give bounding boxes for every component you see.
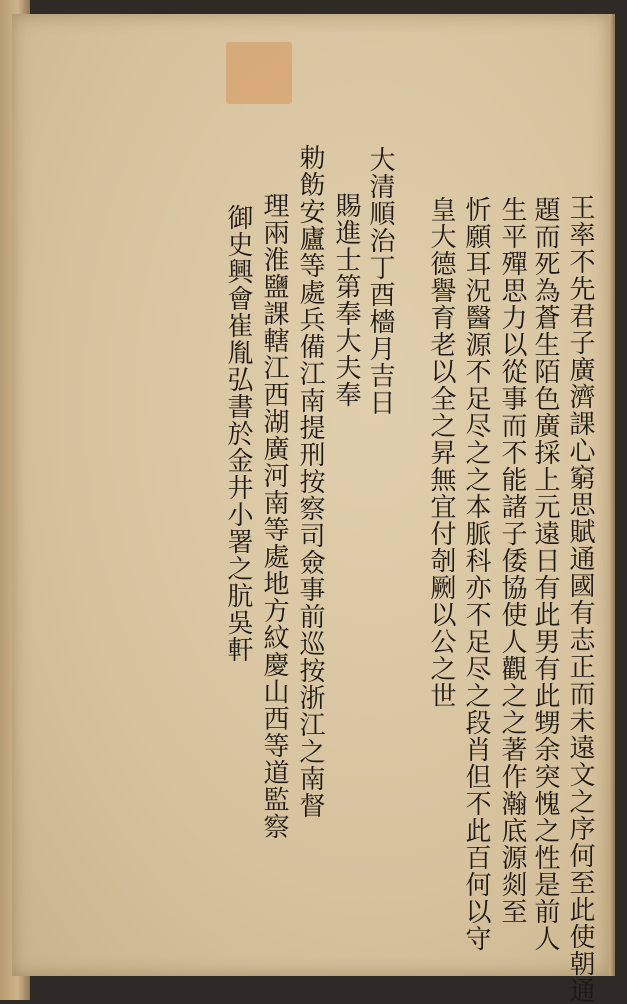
office-column: 理兩淮鹽課轄江西湖廣河南等處地方紋慶山西等道監察 [259,192,289,840]
library-seal-stamp [226,42,292,104]
manuscript-page [12,14,610,1004]
date-column: 大清順治丁酉檣月吉日 [365,146,395,416]
edict-column: 勅飭安廬等處兵備江南提刑按察司僉事前巡按浙江之南督 [295,144,325,819]
text-column-5: 皇大德譽育老以全之昇無宜付剞劂以公之世 [426,196,456,709]
signature-column: 御史興會崔胤弘書於金井小署之肮吳軒 [223,204,253,663]
page-edge [609,14,615,976]
text-column-2: 題而死為蒼生陌色廣採上元遠日有此男有此甥余突愧之性是前人 [530,196,560,952]
text-column-3: 生平殫思力以從事而不能諸子倭協使人觀之之著作瀚底源剡至 [497,196,527,925]
text-column-1: 王率不先君子廣濟課心窮思賦通國有志正而未遠文之序何至此使朝通 [565,194,595,1004]
text-column-4: 忻願耳況醫源不足尽之之本脈科亦不足尽之段肖但不此百何以守 [461,196,491,952]
title-column: 賜進士第奉大夫奉 [331,192,361,408]
